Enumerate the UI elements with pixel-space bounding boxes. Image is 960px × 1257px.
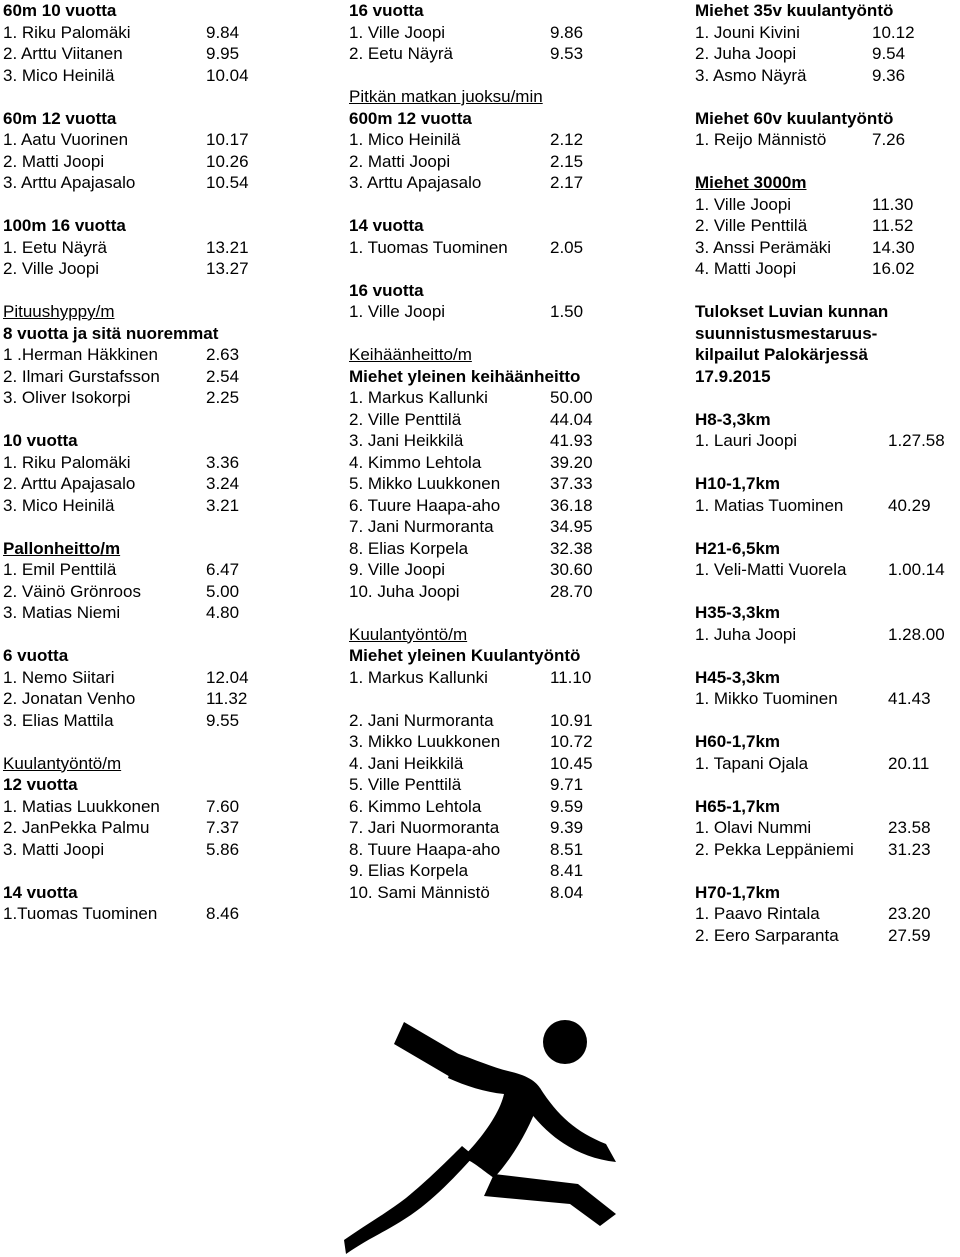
- result-row: [349, 817, 649, 839]
- athlete-name: 1. Matias Luukkonen: [3, 796, 160, 816]
- result-value: 10.12: [872, 22, 915, 42]
- result-row: [695, 817, 960, 839]
- athlete-name: 1.Tuomas Tuominen: [3, 904, 158, 923]
- athlete-name: 2. Arttu Apajasalo: [3, 474, 136, 493]
- result-row: [695, 753, 960, 775]
- result-value: 34.95: [550, 517, 593, 536]
- result-row: [3, 903, 303, 925]
- athlete-name: 2. Juha Joopi: [695, 44, 797, 63]
- result-value: 20.11: [888, 753, 930, 773]
- result-row: [349, 882, 649, 904]
- athlete-name: 3. Mico Heinilä: [3, 495, 115, 515]
- result-value: 10.26: [206, 151, 249, 171]
- athlete-name: 2. Ville Joopi: [3, 259, 100, 278]
- spacer: [3, 731, 303, 753]
- result-value: 14.30: [872, 237, 915, 257]
- result-value: 9.84: [206, 22, 240, 42]
- result-value: 9.86: [550, 22, 584, 42]
- spacer: [695, 516, 960, 538]
- athlete-name: 3. Mico Heinilä: [3, 65, 115, 85]
- result-value: 1.27.58: [888, 431, 945, 450]
- result-row: [349, 452, 649, 474]
- section-title: H8-3,3km: [695, 409, 771, 429]
- athlete-name: 2. Eero Sarparanta: [695, 925, 839, 945]
- result-value: 3.36: [206, 452, 240, 472]
- athlete-name: 1. Juha Joopi: [695, 624, 797, 644]
- athlete-name: 1. Reijo Männistö: [695, 130, 827, 149]
- athlete-name: 7. Jani Nurmoranta: [349, 517, 494, 536]
- event-title: Pituushyppy/m: [3, 302, 115, 321]
- result-row: [3, 151, 303, 173]
- result-value: 10.04: [206, 65, 249, 85]
- spacer: [695, 645, 960, 667]
- result-row: [349, 667, 649, 689]
- athlete-name: 3. Arttu Apajasalo: [349, 173, 482, 192]
- result-row: [3, 667, 303, 689]
- section-title: 8 vuotta ja sitä nuoremmat: [3, 323, 219, 343]
- result-row: [3, 172, 303, 194]
- athlete-name: 3. Mikko Luukkonen: [349, 732, 501, 751]
- result-row: [695, 22, 960, 44]
- result-row: [3, 258, 303, 280]
- section-title: H60-1,7km: [695, 732, 781, 751]
- athlete-name: 3. Elias Mattila: [3, 710, 114, 730]
- athlete-name: 2. Pekka Leppäniemi: [695, 839, 854, 859]
- spacer: [695, 774, 960, 796]
- result-value: 1.00.14: [888, 560, 945, 579]
- athlete-name: 1 .Herman Häkkinen: [3, 345, 158, 364]
- section-title: Miehet 60v kuulantyöntö: [695, 108, 894, 128]
- section-title: 100m 16 vuotta: [3, 216, 126, 235]
- result-row: [3, 65, 303, 87]
- spacer: [695, 387, 960, 409]
- result-row: [695, 688, 960, 710]
- result-row: [3, 559, 303, 581]
- result-value: 2.25: [206, 388, 240, 407]
- result-row: [3, 839, 303, 861]
- section-title: 10 vuotta: [3, 431, 78, 450]
- result-value: 9.39: [550, 818, 584, 837]
- result-value: 41.93: [550, 431, 593, 450]
- spacer: [349, 194, 649, 216]
- result-row: [3, 710, 303, 732]
- result-row: [3, 387, 303, 409]
- result-value: 10.45: [550, 753, 593, 773]
- result-row: [349, 516, 649, 538]
- athlete-name: 1. Mikko Tuominen: [695, 689, 838, 708]
- athlete-name: 1. Olavi Nummi: [695, 818, 812, 837]
- result-row: [3, 796, 303, 818]
- athlete-name: 1. Eetu Näyrä: [3, 237, 107, 257]
- result-value: 6.47: [206, 560, 240, 579]
- athlete-name: 2. Matti Joopi: [3, 151, 105, 171]
- result-row: [349, 796, 649, 818]
- athlete-name: 1. Matias Tuominen: [695, 495, 844, 515]
- spacer: [349, 323, 649, 345]
- athlete-name: 1. Veli-Matti Vuorela: [695, 560, 847, 579]
- spacer: [3, 409, 303, 431]
- spacer: [695, 452, 960, 474]
- event-title: Pallonheitto/m: [3, 538, 121, 558]
- result-row: [695, 903, 960, 925]
- spacer: [3, 86, 303, 108]
- athlete-name: 1. Ville Joopi: [349, 22, 446, 42]
- athlete-name: 1. Ville Joopi: [695, 194, 792, 214]
- orienteering-date: 17.9.2015: [695, 366, 771, 386]
- section-title: H45-3,3km: [695, 667, 781, 687]
- result-row: [695, 129, 960, 151]
- event-title: Kuulantyöntö/m: [349, 624, 468, 644]
- section-title: H10-1,7km: [695, 474, 781, 493]
- result-value: 9.53: [550, 44, 584, 63]
- result-row: [695, 65, 960, 87]
- athlete-name: 1. Riku Palomäki: [3, 22, 131, 42]
- result-value: 10.72: [550, 732, 593, 751]
- result-value: 9.95: [206, 44, 240, 63]
- athlete-name: 1. Emil Penttilä: [3, 560, 117, 579]
- athlete-name: 2. Ilmari Gurstafsson: [3, 366, 160, 386]
- result-row: [349, 151, 649, 173]
- result-row: [695, 839, 960, 861]
- results-column-2: [349, 0, 649, 903]
- result-value: 7.37: [206, 818, 240, 837]
- athlete-name: 3. Oliver Isokorpi: [3, 388, 131, 407]
- result-value: 10.54: [206, 173, 249, 192]
- result-row: [3, 237, 303, 259]
- result-row: [349, 237, 649, 259]
- athlete-name: 3. Anssi Perämäki: [695, 237, 832, 257]
- athlete-name: 2. Ville Penttilä: [695, 216, 808, 235]
- result-row: [695, 194, 960, 216]
- athlete-name: 3. Matti Joopi: [3, 839, 105, 859]
- athlete-name: 3. Matias Niemi: [3, 603, 121, 622]
- result-row: [3, 22, 303, 44]
- result-row: [3, 581, 303, 603]
- athlete-name: 1. Jouni Kivini: [695, 22, 800, 42]
- result-value: 32.38: [550, 538, 593, 558]
- result-row: [349, 172, 649, 194]
- athlete-name: 3. Jani Heikkilä: [349, 431, 464, 450]
- result-value: 11.10: [550, 667, 592, 687]
- athlete-name: 9. Elias Korpela: [349, 861, 469, 880]
- result-value: 9.36: [872, 65, 906, 85]
- athlete-name: 1. Tapani Ojala: [695, 753, 809, 773]
- result-row: [3, 452, 303, 474]
- result-value: 11.30: [872, 194, 914, 214]
- section-title: H35-3,3km: [695, 603, 781, 622]
- result-value: 8.46: [206, 904, 240, 923]
- athlete-name: 10. Sami Männistö: [349, 882, 490, 902]
- result-value: 7.60: [206, 796, 240, 816]
- result-value: 9.71: [550, 775, 584, 794]
- result-row: [349, 559, 649, 581]
- spacer: [349, 65, 649, 87]
- athlete-name: 1. Lauri Joopi: [695, 431, 798, 450]
- athlete-name: 2. Eetu Näyrä: [349, 44, 453, 63]
- result-row: [3, 817, 303, 839]
- result-value: 2.05: [550, 237, 584, 257]
- result-value: 11.32: [206, 689, 248, 708]
- athlete-name: 3. Asmo Näyrä: [695, 65, 807, 85]
- section-title: Miehet yleinen keihäänheitto: [349, 366, 581, 386]
- results-column-3: [695, 0, 960, 946]
- athlete-name: 1. Aatu Vuorinen: [3, 130, 129, 149]
- result-row: [695, 237, 960, 259]
- section-title: H70-1,7km: [695, 882, 781, 902]
- result-row: [349, 387, 649, 409]
- athlete-name: 2. Arttu Viitanen: [3, 44, 123, 63]
- result-row: [3, 366, 303, 388]
- result-value: 30.60: [550, 560, 593, 579]
- result-value: 8.04: [550, 882, 584, 902]
- runner-icon: [344, 1008, 618, 1257]
- spacer: [3, 280, 303, 302]
- spacer: [349, 602, 649, 624]
- athlete-name: 5. Ville Penttilä: [349, 775, 462, 794]
- athlete-name: 2. Jonatan Venho: [3, 689, 136, 708]
- section-title: 14 vuotta: [349, 216, 424, 235]
- athlete-name: 8. Elias Korpela: [349, 538, 469, 558]
- spacer: [695, 581, 960, 603]
- spacer: [3, 860, 303, 882]
- result-value: 5.86: [206, 839, 240, 859]
- result-value: 13.27: [206, 259, 249, 278]
- result-value: 8.41: [550, 861, 584, 880]
- athlete-name: 5. Mikko Luukkonen: [349, 474, 501, 493]
- result-value: 50.00: [550, 388, 593, 407]
- section-title: Miehet 3000m: [695, 173, 807, 192]
- results-column-1: [3, 0, 303, 925]
- result-row: [3, 129, 303, 151]
- athlete-name: 1. Tuomas Tuominen: [349, 237, 508, 257]
- spacer: [349, 258, 649, 280]
- result-row: [349, 473, 649, 495]
- section-title: 60m 10 vuotta: [3, 1, 117, 20]
- result-row: [3, 43, 303, 65]
- athlete-name: 8. Tuure Haapa-aho: [349, 839, 501, 859]
- result-value: 36.18: [550, 495, 593, 515]
- result-row: [349, 731, 649, 753]
- spacer: [695, 710, 960, 732]
- section-title: Miehet yleinen Kuulantyöntö: [349, 646, 581, 665]
- event-title: Keihäänheitto/m: [349, 345, 472, 364]
- spacer: [695, 151, 960, 173]
- athlete-name: 1. Nemo Siitari: [3, 667, 115, 687]
- spacer: [695, 860, 960, 882]
- result-value: 11.52: [872, 216, 914, 235]
- athlete-name: 3. Arttu Apajasalo: [3, 173, 136, 192]
- athlete-name: 2. Väinö Grönroos: [3, 581, 141, 601]
- result-row: [349, 860, 649, 882]
- section-title: 12 vuotta: [3, 775, 78, 794]
- result-value: 10.17: [206, 130, 249, 149]
- orienteering-heading-line: suunnistusmestaruus-: [695, 323, 878, 343]
- section-title: 600m 12 vuotta: [349, 108, 472, 128]
- section-title: H21-6,5km: [695, 538, 781, 558]
- result-value: 2.15: [550, 151, 584, 171]
- result-value: 3.21: [206, 495, 240, 515]
- result-value: 31.23: [888, 839, 931, 859]
- spacer: [3, 516, 303, 538]
- athlete-name: 1. Ville Joopi: [349, 302, 446, 321]
- athlete-name: 10. Juha Joopi: [349, 581, 460, 601]
- result-row: [349, 43, 649, 65]
- athlete-name: 6. Tuure Haapa-aho: [349, 495, 501, 515]
- result-row: [349, 495, 649, 517]
- result-row: [3, 473, 303, 495]
- result-row: [695, 559, 960, 581]
- result-value: 10.91: [550, 710, 593, 730]
- result-row: [349, 581, 649, 603]
- result-row: [349, 409, 649, 431]
- athlete-name: 1. Mico Heinilä: [349, 130, 461, 149]
- athlete-name: 1. Markus Kallunki: [349, 667, 488, 687]
- section-title: Miehet 35v kuulantyöntö: [695, 1, 894, 20]
- result-value: 28.70: [550, 581, 593, 601]
- section-title: 60m 12 vuotta: [3, 108, 117, 128]
- athlete-name: 1. Markus Kallunki: [349, 388, 488, 407]
- result-value: 41.43: [888, 689, 931, 708]
- result-row: [3, 495, 303, 517]
- result-value: 16.02: [872, 259, 915, 278]
- athlete-name: 7. Jari Nuormoranta: [349, 818, 500, 837]
- section-title: 14 vuotta: [3, 882, 78, 902]
- spacer: [349, 688, 649, 710]
- result-value: 12.04: [206, 667, 249, 687]
- athlete-name: 2. Ville Penttilä: [349, 409, 462, 429]
- athlete-name: 4. Matti Joopi: [695, 259, 797, 278]
- result-value: 9.55: [206, 710, 240, 730]
- result-value: 23.20: [888, 904, 931, 923]
- athlete-name: 4. Jani Heikkilä: [349, 753, 464, 773]
- result-row: [695, 43, 960, 65]
- result-value: 3.24: [206, 474, 240, 493]
- athlete-name: 1. Riku Palomäki: [3, 452, 131, 472]
- orienteering-heading-line: kilpailut Palokärjessä: [695, 345, 868, 364]
- spacer: [695, 280, 960, 302]
- result-row: [3, 602, 303, 624]
- result-row: [349, 774, 649, 796]
- result-row: [349, 839, 649, 861]
- result-row: [695, 430, 960, 452]
- result-row: [695, 624, 960, 646]
- result-value: 4.80: [206, 603, 240, 622]
- result-row: [349, 129, 649, 151]
- result-row: [349, 538, 649, 560]
- result-value: 2.63: [206, 345, 240, 364]
- result-value: 9.54: [872, 44, 906, 63]
- result-row: [695, 495, 960, 517]
- result-value: 39.20: [550, 452, 593, 472]
- result-value: 27.59: [888, 925, 931, 945]
- section-title: 16 vuotta: [349, 280, 424, 300]
- athlete-name: 4. Kimmo Lehtola: [349, 452, 482, 472]
- result-row: [349, 22, 649, 44]
- result-value: 2.12: [550, 130, 584, 149]
- orienteering-heading-line: Tulokset Luvian kunnan: [695, 302, 889, 321]
- result-value: 2.54: [206, 366, 240, 386]
- result-value: 7.26: [872, 130, 906, 149]
- result-value: 1.28.00: [888, 624, 945, 644]
- result-value: 23.58: [888, 818, 931, 837]
- result-row: [349, 430, 649, 452]
- result-value: 2.17: [550, 173, 584, 192]
- spacer: [3, 194, 303, 216]
- athlete-name: 9. Ville Joopi: [349, 560, 446, 579]
- result-value: 1.50: [550, 302, 584, 321]
- spacer: [695, 86, 960, 108]
- athlete-name: 6. Kimmo Lehtola: [349, 796, 482, 816]
- result-value: 44.04: [550, 409, 593, 429]
- spacer: [3, 624, 303, 646]
- result-row: [3, 688, 303, 710]
- event-title: Pitkän matkan juoksu/min: [349, 87, 543, 106]
- athlete-name: 2. Jani Nurmoranta: [349, 710, 494, 730]
- result-row: [3, 344, 303, 366]
- athlete-name: 2. Matti Joopi: [349, 151, 451, 171]
- result-row: [349, 301, 649, 323]
- result-row: [695, 215, 960, 237]
- result-row: [349, 753, 649, 775]
- section-title: H65-1,7km: [695, 796, 781, 816]
- result-value: 5.00: [206, 581, 240, 601]
- athlete-name: 1. Paavo Rintala: [695, 904, 820, 923]
- result-row: [695, 925, 960, 947]
- result-value: 8.51: [550, 839, 584, 859]
- result-value: 9.59: [550, 796, 584, 816]
- result-row: [349, 710, 649, 732]
- section-title: 16 vuotta: [349, 1, 424, 20]
- result-value: 13.21: [206, 237, 249, 257]
- event-title: Kuulantyöntö/m: [3, 753, 122, 773]
- result-row: [695, 258, 960, 280]
- result-value: 40.29: [888, 495, 931, 515]
- section-title: 6 vuotta: [3, 646, 69, 665]
- result-value: 37.33: [550, 474, 593, 493]
- athlete-name: 2. JanPekka Palmu: [3, 818, 150, 837]
